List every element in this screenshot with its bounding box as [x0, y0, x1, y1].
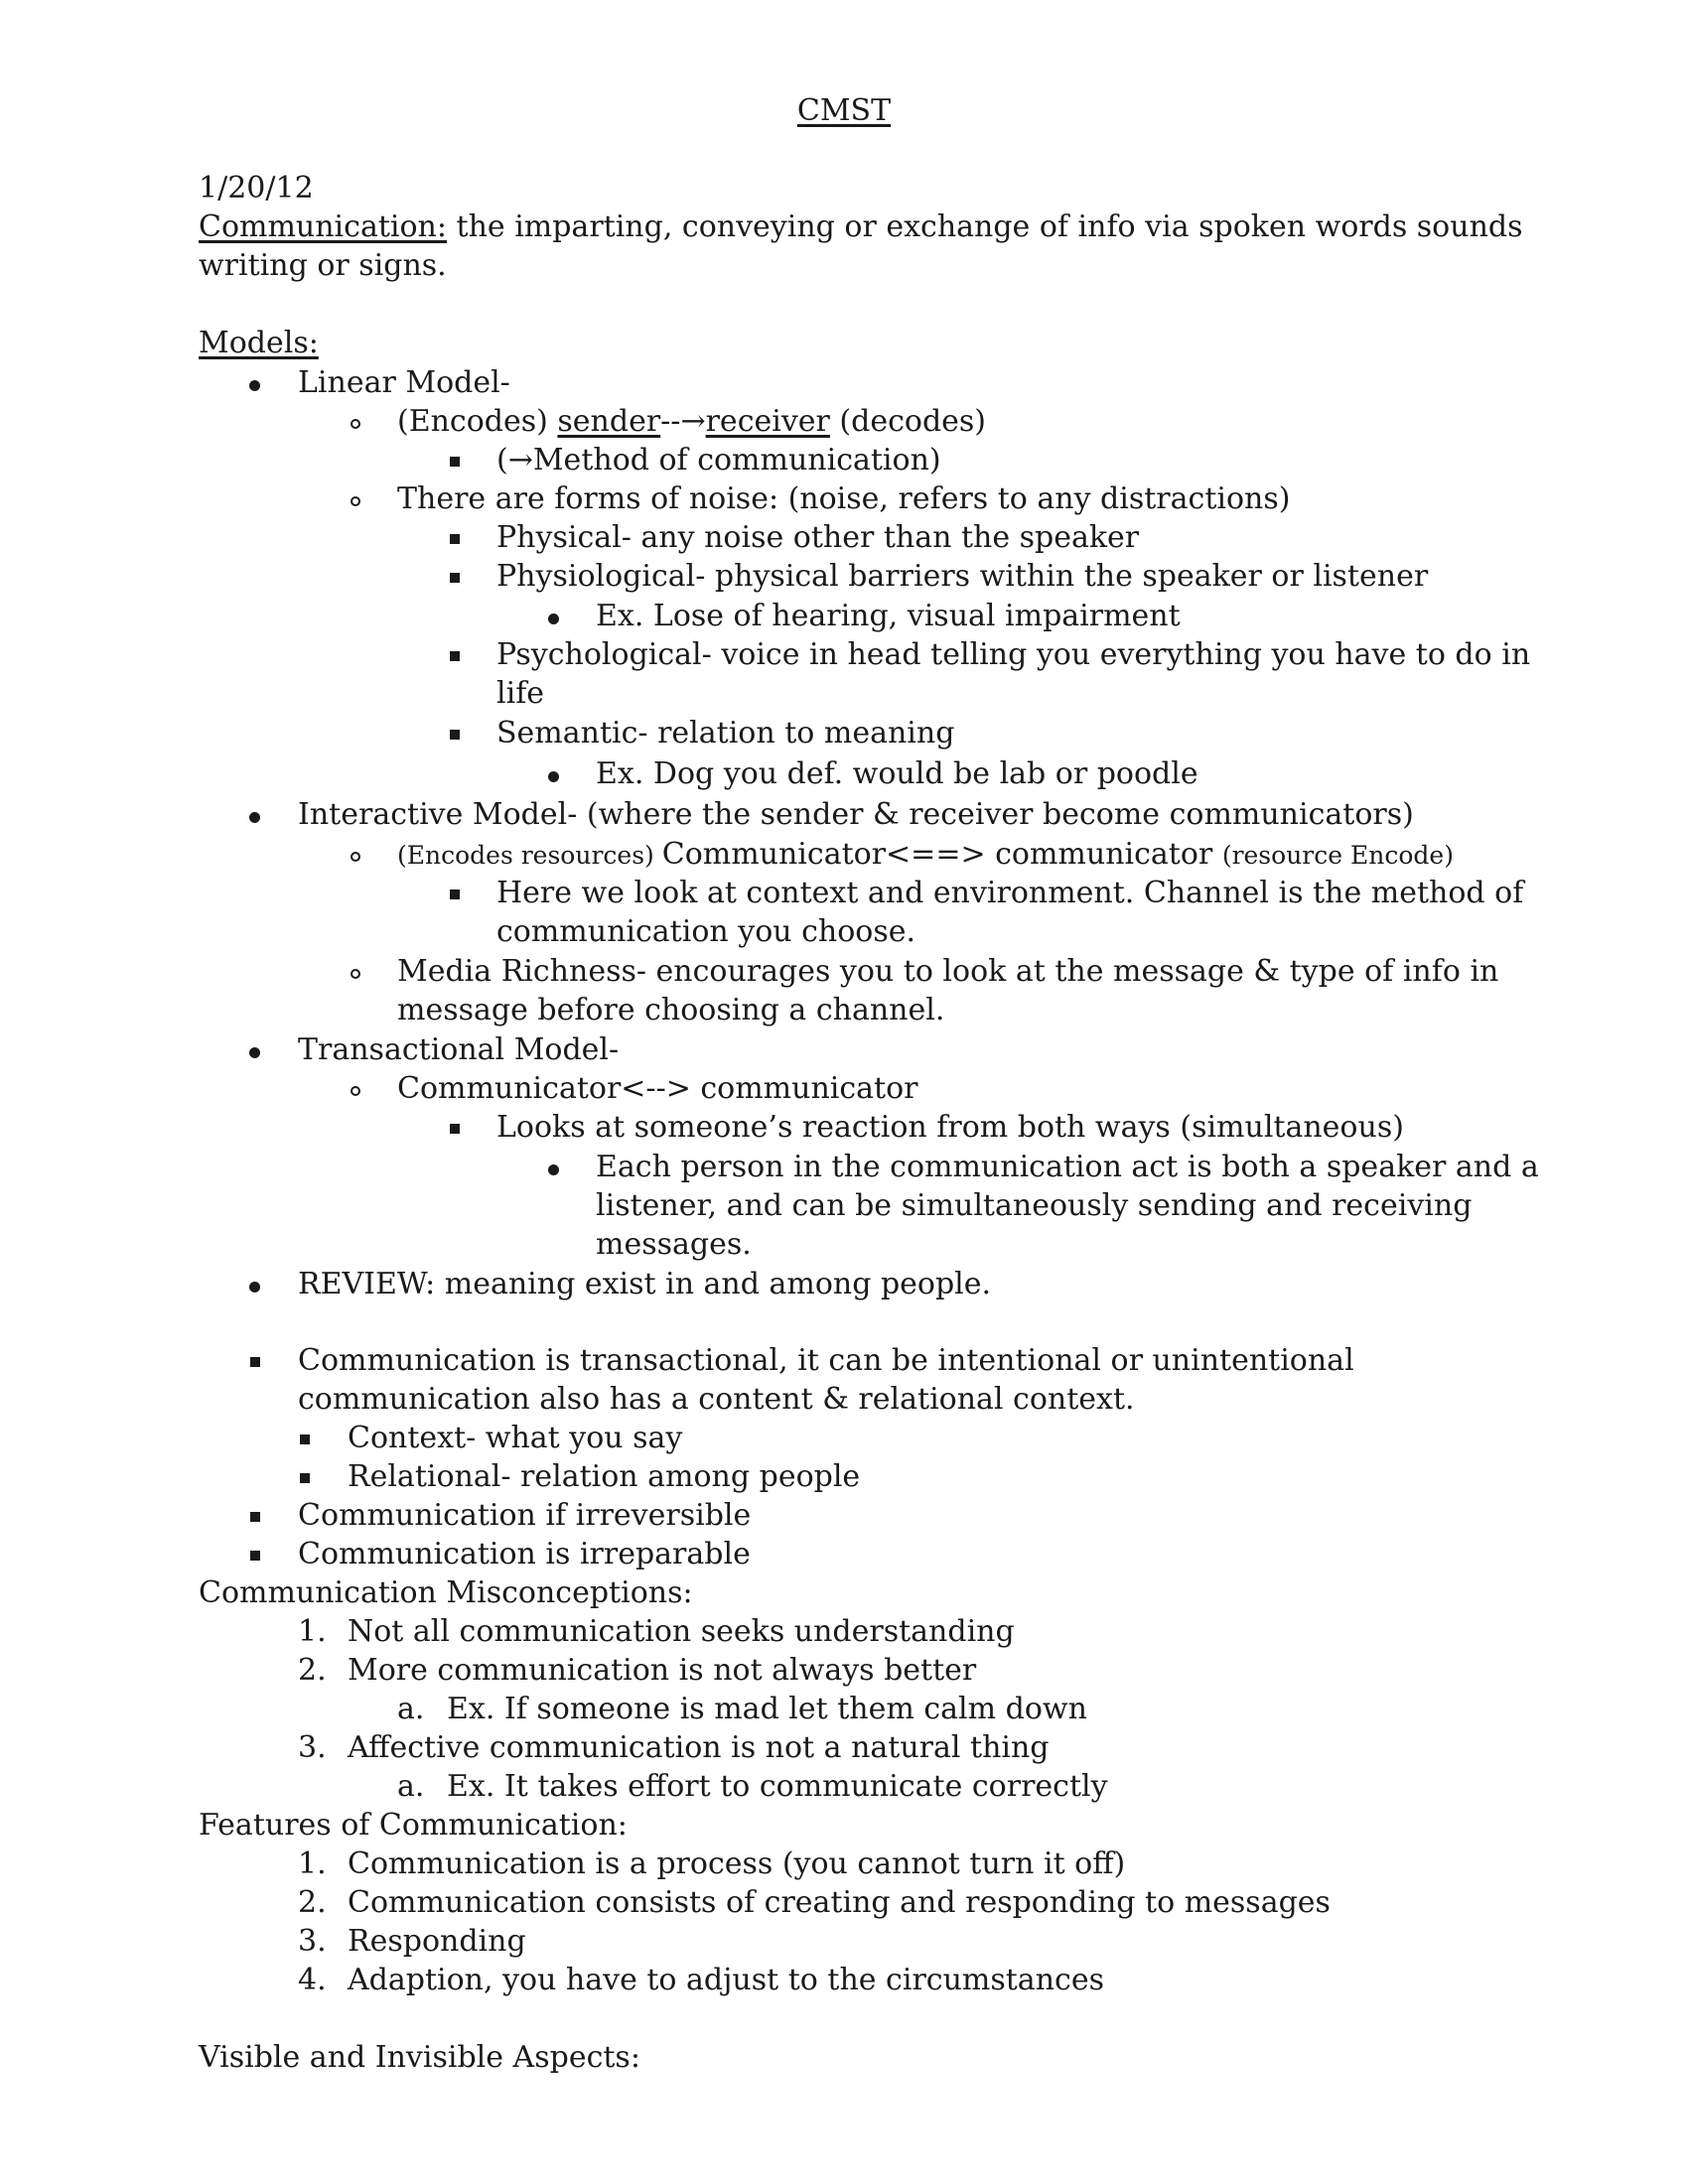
misconception-item: Not all communication seeks understanding — [348, 1614, 1015, 1649]
linear-flow-arrow: --→ — [660, 404, 706, 439]
transactional-reaction: Looks at someone’s reaction from both ways (simultaneous) — [496, 1110, 1404, 1145]
feature-item: Communication consists of creating and responding to messages — [348, 1885, 1331, 1920]
feature-num: 3. — [298, 1924, 327, 1959]
bullet-square — [450, 457, 460, 467]
feature-item: Communication is a process (you cannot turn it off) — [348, 1846, 1126, 1881]
linear-flow-prefix: (Encodes) — [397, 404, 558, 439]
bullet-square — [450, 573, 460, 583]
misconception-sub-letter: a. — [397, 1769, 425, 1804]
note-relational: Relational- relation among people — [348, 1459, 861, 1494]
linear-model-label: Linear Model- — [298, 365, 510, 400]
bullet-circle — [351, 496, 360, 506]
date: 1/20/12 — [199, 171, 314, 205]
bullet-dot — [249, 380, 260, 391]
physiological-example: Ex. Lose of hearing, visual impairment — [596, 599, 1181, 633]
linear-flow — [397, 402, 986, 441]
visible-invisible-heading: Visible and Invisible Aspects: — [199, 2040, 640, 2075]
misconception-sub-item: Ex. If someone is mad let them calm down — [447, 1692, 1087, 1726]
definition-term: Communication: — [199, 209, 447, 244]
linear-flow-sender: sender — [557, 404, 661, 439]
review-line: REVIEW: meaning exist in and among people. — [298, 1267, 992, 1301]
bullet-square — [450, 534, 460, 544]
bullet-circle — [351, 969, 360, 979]
bullet-square — [250, 1551, 260, 1561]
noise-psychological-line-2: life — [496, 676, 545, 711]
noise-semantic: Semantic- relation to meaning — [496, 716, 955, 751]
bullet-dot — [548, 771, 559, 782]
bullet-dot — [548, 1164, 559, 1175]
bullet-square — [450, 730, 460, 740]
feature-num: 2. — [298, 1885, 327, 1920]
bullet-circle — [351, 1086, 360, 1096]
features-heading: Features of Communication: — [199, 1808, 628, 1843]
interactive-flow-encodes: (Encodes resources) — [397, 841, 662, 870]
feature-num: 4. — [298, 1963, 327, 1997]
feature-item: Responding — [348, 1924, 526, 1959]
definition-text: the imparting, conveying or exchange of info via spoken words sounds — [446, 209, 1523, 244]
note-irreparable: Communication is irreparable — [298, 1537, 751, 1571]
bullet-circle — [351, 419, 360, 429]
feature-item: Adaption, you have to adjust to the circumstances — [348, 1963, 1104, 1997]
misconception-num: 2. — [298, 1653, 327, 1688]
bullet-square — [250, 1357, 260, 1367]
noise-physical: Physical- any noise other than the speaker — [496, 520, 1140, 555]
linear-method: (→Method of communication) — [496, 443, 941, 478]
misconception-item: Affective communication is not a natural thing — [348, 1730, 1050, 1765]
interactive-flow-resource: (resource Encode) — [1221, 841, 1454, 870]
noise-physiological: Physiological- physical barriers within the speaker or listener — [496, 559, 1429, 594]
transactional-model-label: Transactional Model- — [298, 1032, 620, 1067]
page-title: CMST — [796, 93, 892, 128]
bullet-square — [450, 1124, 460, 1134]
misconception-num: 3. — [298, 1730, 327, 1765]
bullet-circle — [351, 852, 360, 862]
transactional-each-line-2: listener, and can be simultaneously sending and receiving — [596, 1188, 1473, 1223]
media-richness-line-2: message before choosing a channel. — [397, 993, 945, 1027]
transactional-note-line-2: communication also has a content & relational context. — [298, 1382, 1135, 1417]
bullet-dot — [249, 812, 260, 823]
bullet-dot — [548, 614, 559, 624]
interactive-context-line-1: Here we look at context and environment. Channel is the method of — [496, 876, 1524, 910]
interactive-flow — [397, 835, 1454, 875]
linear-flow-receiver: receiver — [705, 404, 830, 439]
definition-line-1 — [199, 207, 1523, 246]
bullet-square — [300, 1434, 310, 1444]
interactive-flow-communicators: Communicator<==> communicator — [661, 837, 1222, 872]
misconception-sub-letter: a. — [397, 1692, 425, 1726]
transactional-each-line-1: Each person in the communication act is both a speaker and a — [596, 1150, 1539, 1184]
linear-flow-suffix: (decodes) — [829, 404, 987, 439]
bullet-dot — [249, 1047, 260, 1058]
note-context: Context- what you say — [348, 1421, 683, 1455]
media-richness-line-1: Media Richness- encourages you to look at the message & type of info in — [397, 954, 1499, 989]
misconception-num: 1. — [298, 1614, 327, 1649]
misconception-item: More communication is not always better — [348, 1653, 977, 1688]
bullet-square — [250, 1512, 260, 1522]
bullet-square — [450, 889, 460, 899]
noise-psychological-line-1: Psychological- voice in head telling you everything you have to do in — [496, 637, 1531, 672]
misconceptions-heading: Communication Misconceptions: — [199, 1575, 693, 1610]
definition-line-2: writing or signs. — [199, 248, 447, 283]
transactional-note-line-1: Communication is transactional, it can be intentional or unintentional — [298, 1343, 1354, 1378]
transactional-flow: Communicator<--> communicator — [397, 1071, 918, 1106]
bullet-square — [450, 651, 460, 661]
interactive-model-label: Interactive Model- (where the sender & receiver become communicators) — [298, 797, 1414, 832]
semantic-example: Ex. Dog you def. would be lab or poodle — [596, 756, 1198, 791]
bullet-square — [300, 1473, 310, 1483]
interactive-context-line-2: communication you choose. — [496, 914, 916, 949]
feature-num: 1. — [298, 1846, 327, 1881]
models-heading: Models: — [199, 326, 319, 360]
bullet-dot — [249, 1282, 260, 1293]
linear-noise: There are forms of noise: (noise, refers to any distractions) — [397, 481, 1291, 516]
note-irreversible: Communication if irreversible — [298, 1498, 752, 1533]
transactional-each-line-3: messages. — [596, 1227, 752, 1262]
misconception-sub-item: Ex. It takes effort to communicate correctly — [447, 1769, 1108, 1804]
